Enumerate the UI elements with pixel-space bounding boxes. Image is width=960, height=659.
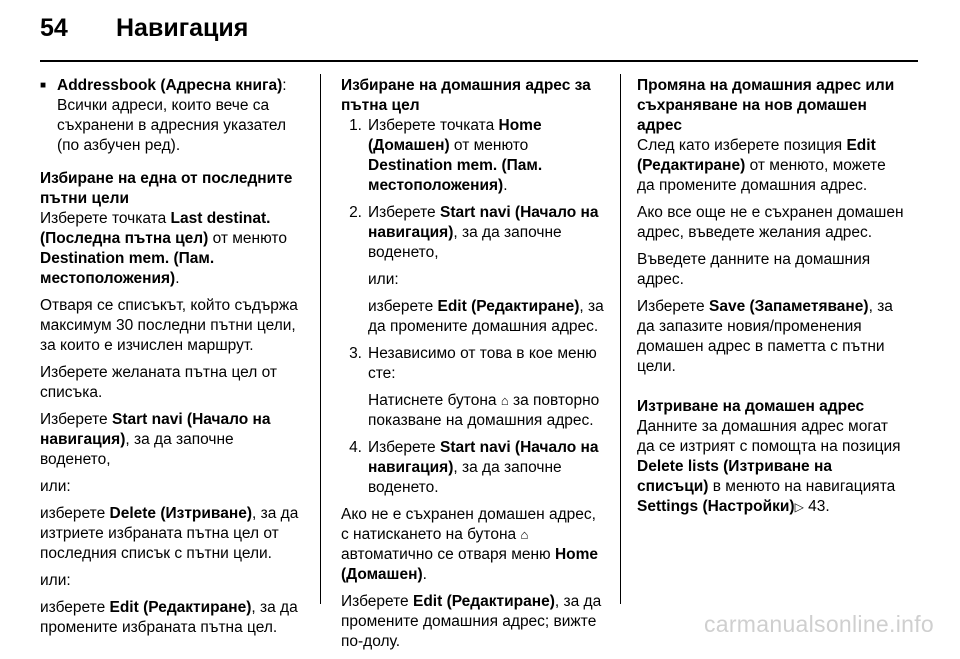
- section-heading: Промяна на домашния адрес или съхраняване на нов домашен адрес: [637, 77, 895, 134]
- page-reference-arrow-icon[interactable]: ▷: [794, 500, 804, 514]
- watermark: carmanualsonline.info: [703, 611, 934, 637]
- paragraph: Ако все още не е съхранен домашен адрес, въведете желания адрес.: [637, 204, 904, 241]
- paragraph: или:: [40, 478, 71, 495]
- section-heading: Избиране на домашния адрес за пътна цел: [341, 77, 591, 114]
- paragraph: Отваря се списъкът, който съдържа максимум 30 последни пътни цели, за които е изчислен маршрут.: [40, 297, 298, 354]
- home-icon: ⌂: [500, 393, 509, 408]
- list-item: 1. Изберете точката Home (Домашен) от менюто Destination mem. (Пам. местоположения).: [349, 117, 543, 194]
- menu-option-addressbook: Addressbook (Адресна книга): [57, 77, 283, 94]
- bullet-icon: ■: [40, 80, 47, 91]
- paragraph: Изберете точката Last destinat. (Последна пътна цел) от менюто Destination mem. (Пам. местоположения).: [40, 210, 287, 287]
- list-item: 4. Изберете Start navi (Начало на навигация), за да започне воденето.: [349, 439, 599, 496]
- paragraph: Данните за домашния адрес могат да се изтрият с помощта на позиция Delete lists (Изтриване на списъци) в менюто на навигацията Settings (Настройки)▷ 43.: [637, 418, 901, 515]
- section-heading: Изтриване на домашен адрес: [637, 398, 865, 415]
- column-2: [341, 76, 604, 659]
- paragraph: Въведете данните на домашния адрес.: [637, 251, 871, 288]
- header-rule: [40, 60, 918, 62]
- page-title: Навигация: [116, 14, 249, 42]
- paragraph: Изберете Start navi (Начало на навигация), за да започне воденето,: [40, 411, 271, 468]
- paragraph: След като изберете позиция Edit (Редактиране) от менюто, можете да промените домашния адрес.: [637, 137, 886, 194]
- list-item: 2. Изберете Start navi (Начало на навигация), за да започне воденето, или: изберете Edit (Редактиране), за да промените домашния адрес.: [349, 204, 604, 335]
- paragraph: Изберете Edit (Редактиране), за да промените домашния адрес; вижте по-долу.: [341, 593, 602, 650]
- page-reference[interactable]: 43.: [803, 498, 830, 515]
- column-divider: [620, 74, 621, 604]
- home-icon: ⌂: [520, 527, 529, 542]
- column-3: [637, 76, 907, 524]
- paragraph: Ако не е съхранен домашен адрес, с натискането на бутона ⌂ автоматично се отваря меню Home (Домашен).: [341, 506, 599, 583]
- section-heading: Избиране на една от последните пътни цели: [40, 170, 293, 207]
- list-item: ■ Addressbook (Адресна книга): Всички адреси, които вече са съхранени в адресния указател (по азбучен ред).: [40, 77, 287, 154]
- column-1: [40, 76, 305, 645]
- paragraph: Изберете Save (Запаметяване), за да запазите новия/променения домашен адрес в паметта с пътни цели.: [637, 298, 893, 375]
- column-divider: [320, 74, 321, 604]
- page-header: [40, 14, 248, 54]
- paragraph: изберете Edit (Редактиране), за да промените избраната пътна цел.: [40, 599, 298, 636]
- list-item: 3. Независимо от това в кое меню сте: Натиснете бутона ⌂ за повторно показване на домашния адрес.: [349, 345, 600, 429]
- paragraph: изберете Delete (Изтриване), за да изтриете избраната пътна цел от последния списък с пътни цели.: [40, 505, 299, 562]
- paragraph: Изберете желаната пътна цел от списъка.: [40, 364, 278, 401]
- page-number: 54: [40, 14, 68, 42]
- paragraph: или:: [40, 572, 71, 589]
- steps-list: [341, 116, 604, 498]
